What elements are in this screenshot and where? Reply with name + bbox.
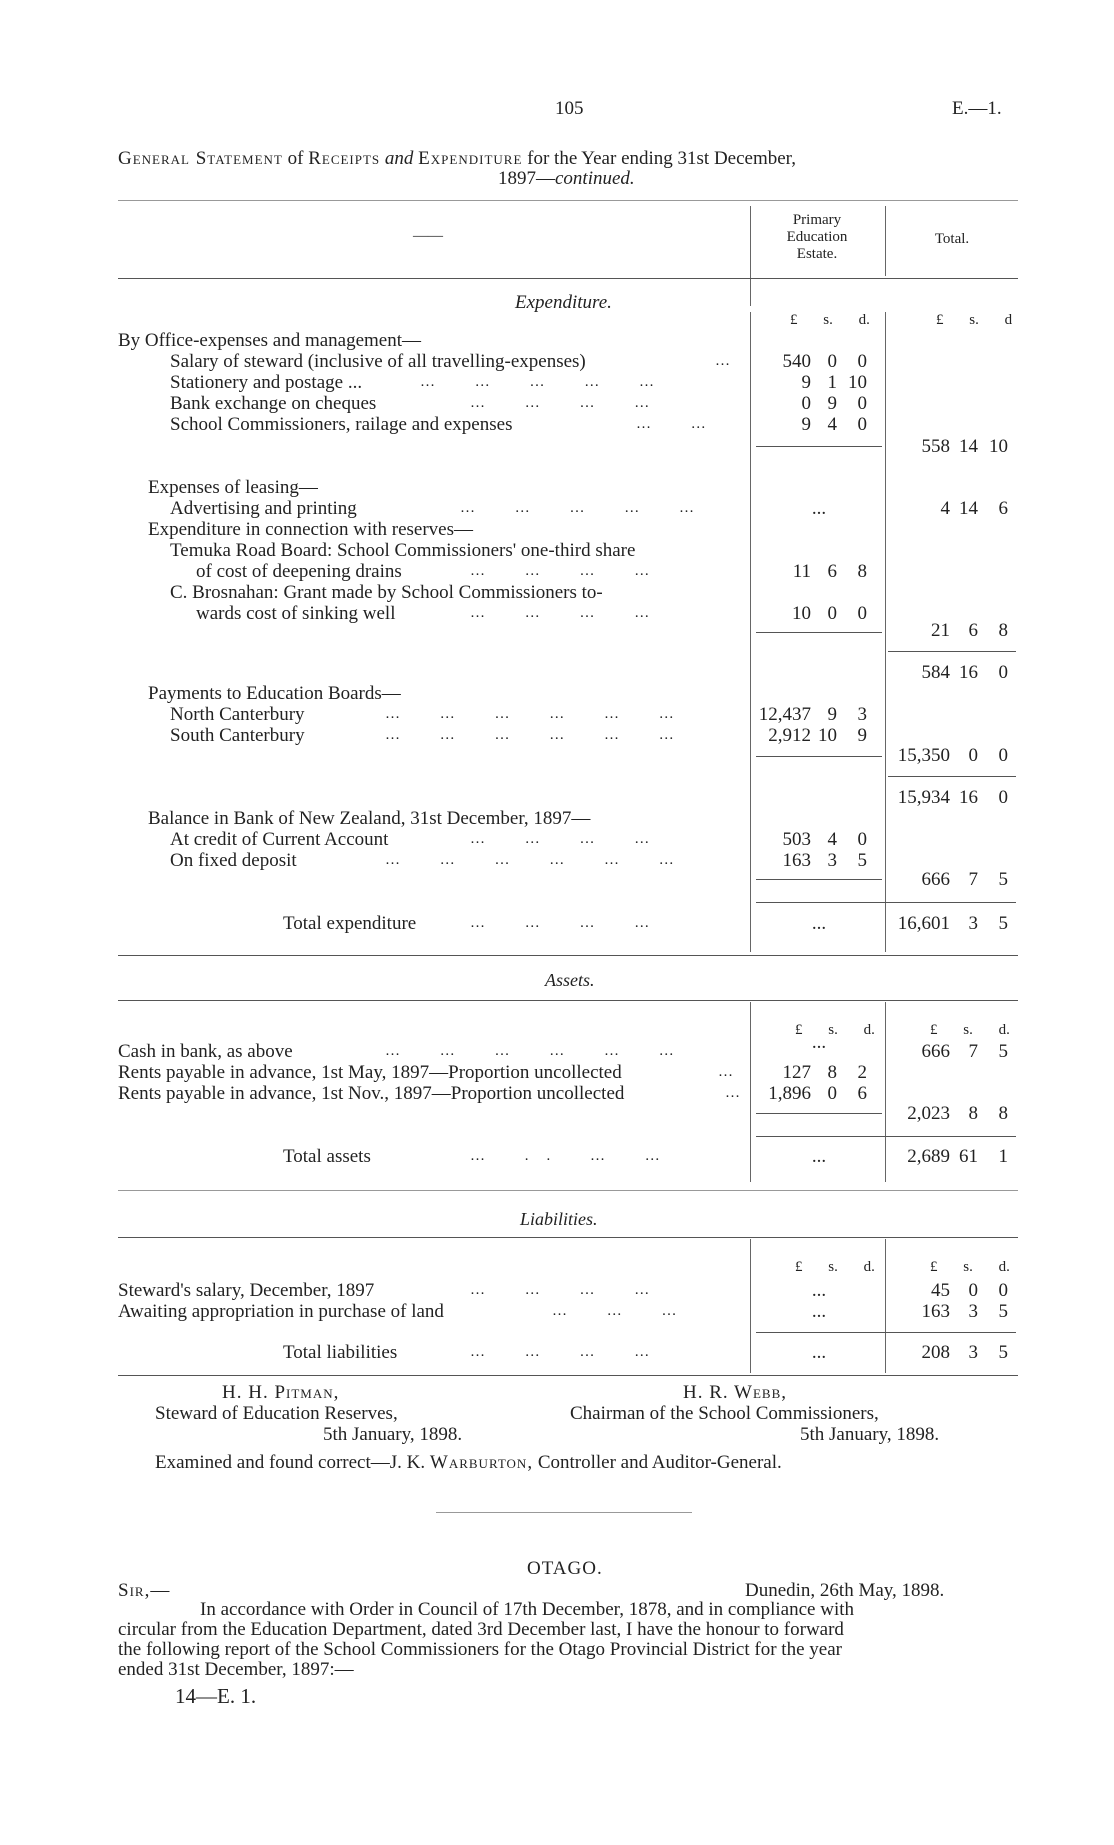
column-divider [750,1239,751,1373]
amount-shillings: 0 [827,1083,837,1104]
amount-pounds: 10 [792,603,811,624]
total-assets-primary: ... [811,1146,827,1167]
amount-pence: 5 [998,1301,1008,1322]
rents-may-amount [755,1062,875,1084]
lsd-pence: d. [998,1022,1010,1038]
lsd-pence: d. [863,1259,875,1275]
title-continued: continued. [555,168,635,189]
amount-pence: 6 [998,498,1008,519]
title-receipts: Receipts [308,148,381,169]
amount-pence: 0 [998,787,1008,808]
column-header-total: Total. [934,231,970,247]
amount-shillings: 3 [827,850,837,871]
amount-pence: 8 [857,561,867,582]
subtotal-rule [888,651,1016,652]
total-assets [890,1146,1018,1168]
lsd-shilling: s. [828,1259,838,1275]
section-heading-expenditure: Expenditure. [515,292,612,313]
amount-pounds: 666 [921,869,950,890]
land-amount [890,1301,1018,1323]
lsd-shilling: s. [963,1022,973,1038]
office-item-label: Bank exchange on cheques [170,393,377,414]
lsd-pence: d. [858,312,870,328]
lsd-pound: £ [930,1259,938,1275]
section-rule [118,1190,1018,1191]
amount-shillings: 14 [959,498,978,519]
section-heading-assets: Assets. [545,970,595,990]
lsd-header [795,1259,875,1276]
subtotal-rule [756,446,882,447]
rents-total [890,1103,1018,1125]
separator-rule [436,1512,692,1513]
boards-heading: Payments to Education Boards— [148,683,401,704]
current-account-label: At credit of Current Account [170,829,389,850]
amount-pence: 6 [857,1083,867,1104]
amount-pence: 8 [998,1103,1008,1124]
total-rule [756,1332,1016,1333]
leader-dots: … .. … … [470,1148,678,1164]
brosnahan-line2: wards cost of sinking well [196,603,396,624]
column-divider [885,312,886,952]
leasing-total [890,498,1018,520]
subtotal-rule [756,632,882,633]
column-header-primary [752,212,882,263]
amount-shillings: 0 [968,745,978,766]
amount-pence: 10 [848,372,867,393]
north-canterbury-label: North Canterbury [170,704,305,725]
amount-row [755,393,875,415]
amount-pounds: 127 [782,1062,811,1083]
title-of: of [287,148,304,169]
amount-pence: 10 [989,436,1008,457]
leader-dots: … … … … [470,605,668,621]
title-year: 1897— [498,168,555,189]
amount-pounds: 0 [801,393,811,414]
subtotal-rule [756,756,882,757]
amount-pence: 0 [857,414,867,435]
amount-pounds: 9 [801,414,811,435]
amount-pounds: 540 [782,351,811,372]
amount-pence: 3 [857,704,867,725]
leader-dots: … [715,353,748,369]
rents-nov-amount [755,1083,875,1105]
subtotal-2 [890,787,1018,809]
salary-label: Steward's salary, December, 1897 [118,1280,375,1301]
signatory-right-name-text: H. R. Webb, [683,1382,788,1403]
lsd-header [930,1259,1010,1276]
subtotal-1 [890,662,1018,684]
rents-may-label: Rents payable in advance, 1st May, 1897—Proportion uncollected [118,1062,622,1083]
amount-pounds: 2,912 [768,725,811,746]
otago-heading: OTAGO. [527,1558,603,1579]
amount-shillings: 0 [827,603,837,624]
amount-pence: 8 [998,620,1008,641]
amount-shillings: 9 [827,704,837,725]
auditor-title: Controller and Auditor-General. [537,1452,782,1473]
total-expenditure [890,913,1018,935]
column-divider [885,1002,886,1182]
amount-pence: 0 [857,603,867,624]
place-date: Dunedin, 26th May, 1898. [745,1580,945,1601]
office-item-label: Stationery and postage ... [170,372,363,393]
title-and: and [384,148,414,169]
section-rule [118,1000,1018,1001]
brosnahan-amount [755,603,875,625]
signatory-left-title: Steward of Education Reserves, [155,1403,398,1424]
rents-nov-label: Rents payable in advance, 1st Nov., 1897—Proportion uncollected [118,1083,625,1104]
signature-mark: 14—E. 1. [175,1684,257,1708]
amount-pounds: 45 [931,1280,950,1301]
amount-shillings: 4 [827,414,837,435]
document-reference: E.—1. [952,98,1002,119]
amount-pounds: 558 [921,436,950,457]
rule-top [118,200,1018,201]
auditor-name: Warburton, [429,1452,534,1473]
office-expenses-heading: By Office-expenses and management— [118,330,422,351]
amount-shillings: 14 [959,436,978,457]
amount-pence: 1 [998,1146,1008,1167]
amount-pounds: 666 [921,1041,950,1062]
cash-primary: ... [811,1032,827,1053]
amount-pounds: 4 [940,498,950,519]
salutation: Sir,— [118,1580,171,1601]
amount-pence: 5 [998,869,1008,890]
column-divider [885,1239,886,1373]
total-liabilities [890,1342,1018,1364]
section-rule [118,1237,1018,1238]
amount-pounds: 15,934 [897,787,950,808]
amount-shillings: 16 [959,787,978,808]
lsd-shilling: s. [823,312,833,328]
total-rule [756,902,1016,903]
page-number: 105 [555,98,584,119]
amount-pounds: 584 [921,662,950,683]
amount-shillings: 0 [968,1280,978,1301]
amount-shillings: 10 [818,725,837,746]
amount-pence: 0 [857,393,867,414]
amount-shillings: 3 [968,1301,978,1322]
salary-primary: ... [811,1280,827,1301]
amount-pence: 0 [998,662,1008,683]
leasing-item: Advertising and printing [170,498,357,519]
primary-header-line2: Education [786,229,848,245]
leader-dots: … … … … [470,395,668,411]
title-expenditure: Expenditure [418,148,523,169]
amount-pence: 0 [998,745,1008,766]
leader-dots: … … … … [470,1282,668,1298]
leader-dots: … … … … … … [385,1043,692,1059]
brosnahan-line1: C. Brosnahan: Grant made by School Commissioners to- [170,582,603,603]
amount-shillings: 61 [959,1146,978,1167]
office-item-label: Salary of steward (inclusive of all travelling-expenses) [170,351,586,372]
balance-total [890,869,1018,891]
amount-pounds: 9 [801,372,811,393]
signatory-right-date: 5th January, 1898. [800,1424,940,1445]
south-canterbury-amount [748,725,875,747]
leader-dots: … … … [552,1303,695,1319]
total-liabilities-primary: ... [811,1342,827,1363]
amount-pence: 5 [998,1342,1008,1363]
amount-pounds: 1,896 [768,1083,811,1104]
amount-pounds: 2,689 [907,1146,950,1167]
primary-header-line1: Primary [792,212,842,228]
total-expenditure-primary: ... [811,913,827,934]
signatory-left-date: 5th January, 1898. [323,1424,463,1445]
leader-dots: … … … … [470,563,668,579]
otago-paragraph [118,1600,1018,1680]
amount-shillings: 8 [968,1103,978,1124]
lsd-pound: £ [930,1022,938,1038]
lsd-pence: d. [863,1022,875,1038]
leasing-primary: ... [811,498,827,519]
cash-label: Cash in bank, as above [118,1041,293,1062]
amount-pounds: 21 [931,620,950,641]
leader-dots: … … … … … … [385,706,692,722]
leader-dots: … … … … … [420,374,672,390]
lsd-header [936,312,1012,329]
boards-total [890,745,1018,767]
amount-pence: 2 [857,1062,867,1083]
lsd-pence: d. [998,1259,1010,1275]
office-item-label: School Commissioners, railage and expenses [170,414,513,435]
lsd-header [790,312,870,329]
amount-pounds: 503 [782,829,811,850]
lsd-shilling: s. [828,1022,838,1038]
amount-pounds: 163 [782,850,811,871]
column-header-dash: —— [413,228,443,244]
amount-shillings: 16 [959,662,978,683]
rule-header [118,278,1018,279]
leader-dots: … … … … … … [385,852,692,868]
column-divider [885,206,886,276]
land-label: Awaiting appropriation in purchase of land [118,1301,444,1322]
amount-row [755,414,875,436]
temuka-line1: Temuka Road Board: School Commissioners' one-third share [170,540,636,561]
reserves-heading: Expenditure in connection with reserves— [148,519,474,540]
leader-dots: … … … … … [460,500,712,516]
statement-title [118,148,1018,170]
primary-header-line3: Estate. [796,246,838,262]
signatory-right-name [683,1382,787,1404]
amount-pounds: 163 [921,1301,950,1322]
amount-shillings: 9 [827,393,837,414]
leasing-heading: Expenses of leasing— [148,477,318,498]
amount-pounds: 11 [792,561,811,582]
amount-pence: 5 [857,850,867,871]
paragraph-line: In accordance with Order in Council of 17th December, 1878, and in compliance with [200,1599,854,1620]
column-divider [750,206,751,306]
leader-dots: … … … … [470,831,668,847]
leader-dots: … … [636,416,724,432]
total-rule [756,1136,1016,1137]
table-bottom-rule [118,1375,1018,1376]
statement-title-line2 [498,168,635,190]
amount-shillings: 8 [827,1062,837,1083]
amount-pounds: 15,350 [897,745,950,766]
south-canterbury-label: South Canterbury [170,725,305,746]
lsd-pence: d [1004,312,1013,328]
leader-dots: … … … … [470,1344,668,1360]
reserves-total [890,620,1018,642]
examined-note [155,1452,782,1474]
amount-shillings: 4 [827,829,837,850]
lsd-shilling: s. [969,312,979,328]
amount-pence: 0 [857,829,867,850]
subtotal-rule [888,776,1016,777]
amount-row [755,372,875,394]
section-heading-liabilities: Liabilities. [520,1209,598,1229]
amount-pounds: 208 [921,1342,950,1363]
amount-shillings: 7 [968,869,978,890]
title-general-statement: General Statement [118,148,283,169]
lsd-shilling: s. [963,1259,973,1275]
lsd-pound: £ [790,312,798,328]
leader-dots: … [718,1064,733,1080]
lsd-header [930,1022,1010,1039]
cash-amount [890,1041,1018,1063]
total-assets-label: Total assets [283,1146,371,1167]
amount-shillings: 1 [827,372,837,393]
lsd-pound: £ [795,1022,803,1038]
amount-shillings: 6 [827,561,837,582]
subtotal-rule [756,879,882,880]
amount-pence: 0 [998,1280,1008,1301]
title-rest: for the Year ending 31st December, [527,148,796,169]
amount-shillings: 6 [968,620,978,641]
lsd-pound: £ [936,312,944,328]
paragraph-line: ended 31st December, 1897:— [118,1659,354,1680]
amount-pounds: 2,023 [907,1103,950,1124]
signatory-right-title: Chairman of the School Commissioners, [570,1403,879,1424]
amount-pence: 9 [857,725,867,746]
total-liabilities-label: Total liabilities [283,1342,398,1363]
paragraph-line: the following report of the School Commissioners for the Otago Provincial District for the year [118,1639,842,1660]
amount-pence: 0 [857,351,867,372]
amount-shillings: 7 [968,1041,978,1062]
amount-pence: 5 [998,1041,1008,1062]
land-primary: ... [811,1301,827,1322]
signatory-left-name-text: H. H. Pitman, [222,1382,340,1403]
salary-amount [890,1280,1018,1302]
column-divider [750,312,751,952]
leader-dots: … [725,1085,740,1101]
temuka-amount [755,561,875,583]
temuka-line2: of cost of deepening drains [196,561,402,582]
section-rule [118,955,1018,956]
amount-shillings: 3 [968,1342,978,1363]
amount-pounds: 12,437 [758,704,811,725]
balance-heading: Balance in Bank of New Zealand, 31st December, 1897— [148,808,591,829]
fixed-deposit-amount [755,850,875,872]
lsd-pound: £ [795,1259,803,1275]
amount-shillings: 3 [968,913,978,934]
leader-dots: … … … … … … [385,727,692,743]
paragraph-line: circular from the Education Department, dated 3rd December last, I have the honour to forward [118,1619,844,1640]
examined-text: Examined and found correct—J. K. [155,1452,426,1473]
signatory-left-name [222,1382,339,1404]
amount-pounds: 16,601 [897,913,950,934]
leader-dots: … … … … [470,915,668,931]
amount-shillings: 0 [827,351,837,372]
column-divider [750,1002,751,1182]
total-expenditure-label: Total expenditure [283,913,417,934]
office-total [890,436,1018,458]
amount-pence: 5 [998,913,1008,934]
north-canterbury-amount [748,704,875,726]
amount-row [755,351,875,373]
fixed-deposit-label: On fixed deposit [170,850,297,871]
current-account-amount [755,829,875,851]
subtotal-rule [756,1113,882,1114]
